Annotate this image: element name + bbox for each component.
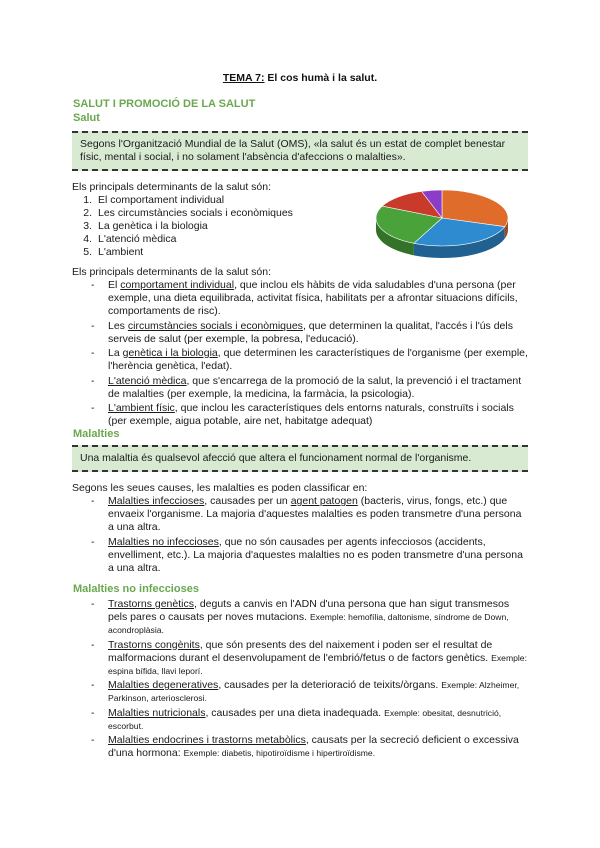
list-item: 5. L'ambient xyxy=(83,246,144,258)
list-item: - La genètica i la biologia, que determinen les característiques de l'organisme (per exemple, l'herència genètica, l'edat). xyxy=(91,347,528,372)
determinants-detail-list xyxy=(87,279,528,430)
pie-top xyxy=(376,190,508,246)
details-intro: Els principals determinants de la salut són: xyxy=(72,266,272,278)
list-item: 3. La genètica i la biologia xyxy=(83,220,208,232)
pie-chart-image xyxy=(358,178,526,278)
list-item: - Trastorns genètics, deguts a canvis en l'ADN d'una persona que han sigut transmesos pels pares o causats per noves mutacions. Exemple: hemofília, daltonisme, síndrome de Down, acondroplàsia. xyxy=(91,598,510,635)
definition-box-malaltia xyxy=(72,445,528,472)
list-item: - L'ambient físic, que inclou les característiques dels entorns naturals, construïts i socials (per exemple, aigua potable, aire net, habitatge adequat) xyxy=(91,402,514,427)
list-item: - Les circumstàncies socials i econòmiques, que determinen la qualitat, l'accés i l'ús dels serveis de salut (per exemple, la pobresa, l'educació). xyxy=(91,319,513,345)
determinants-intro: Els principals determinants de la salut són: xyxy=(72,181,272,193)
list-item: - Malalties infeccioses, causades per un agent patogen (bacteris, virus, fongs, etc.) que envaeix l'organisme. La majoria d'aquestes malalties es poden transmetre d'una persona a una altra. xyxy=(91,495,522,533)
list-item: 4. L'atenció mèdica xyxy=(83,233,177,245)
non-infectious-list xyxy=(87,598,528,762)
definition-text-malaltia: Una malaltia és qualsevol afecció que altera el funcionament normal de l'organisme. xyxy=(80,452,472,464)
definition-text-salut: Segons l'Organització Mundial de la Salut (OMS), «la salut és un estat de complet benestar físic, mental i social, i no solament l'absència d'afeccions o malalties». xyxy=(80,138,506,163)
subheading-malalties: Malalties xyxy=(73,428,120,440)
list-item: 1. El comportament individual xyxy=(83,194,225,206)
subheading-salut: Salut xyxy=(73,112,100,124)
definition-box-salut xyxy=(72,131,528,171)
determinants-list xyxy=(72,194,362,259)
list-item: - L'atenció mèdica, que s'encarrega de la promoció de la salut, la prevenció i el tractament de malalties (per exemple, la medicina, la farmàcia, la psicologia). xyxy=(91,374,522,400)
classification-intro: Segons les seues causes, les malalties es poden classificar en: xyxy=(72,482,368,494)
list-item: - El comportament individual, que inclou els hàbits de vida saludables d'una persona (per exemple, una dieta equilibrada, activitat física, habilitats per a afrontar situacions difícils, comportaments de risc). xyxy=(91,279,518,317)
subheading-no-infeccioses: Malalties no infeccioses xyxy=(73,583,199,595)
list-item: 2. Les circumstàncies socials i econòmiques xyxy=(83,207,293,219)
list-item: - Malalties endocrines i trastorns metabòlics, causats per la secreció deficient o excessiva d'una hormona: Exemple: diabetis, hipotiroïdisme i hipertiroïdisme. xyxy=(91,734,519,759)
title-topic-number: TEMA 7: xyxy=(222,72,265,84)
list-item: - Malalties no infeccioses, que no són causades per agents infecciosos (accidents, envelliment, etc.). La majoria d'aquestes malalties no es poden transmetre d'una persona a una altra. xyxy=(91,535,523,574)
page-title xyxy=(0,72,600,84)
list-item: - Trastorns congènits, que són presents des del naixement i poden ser el resultat de malformacions durant el desenvolupament de l'embrió/fetus o de factors genètics. Exemple: espina bífida, llavi leporí. xyxy=(91,638,527,676)
title-text: El cos humà i la salut. xyxy=(264,72,378,84)
section-heading: SALUT I PROMOCIÓ DE LA SALUT xyxy=(73,98,256,110)
list-item: - Malalties degeneratives, causades per la deterioració de teixits/òrgans. Exemple: Alzheimer, Parkinson, arteriosclerosi. xyxy=(91,679,520,703)
classification-list xyxy=(87,495,528,576)
list-item: - Malalties nutricionals, causades per una dieta inadequada. Exemple: obesitat, desnutrició, escorbut. xyxy=(91,706,502,731)
